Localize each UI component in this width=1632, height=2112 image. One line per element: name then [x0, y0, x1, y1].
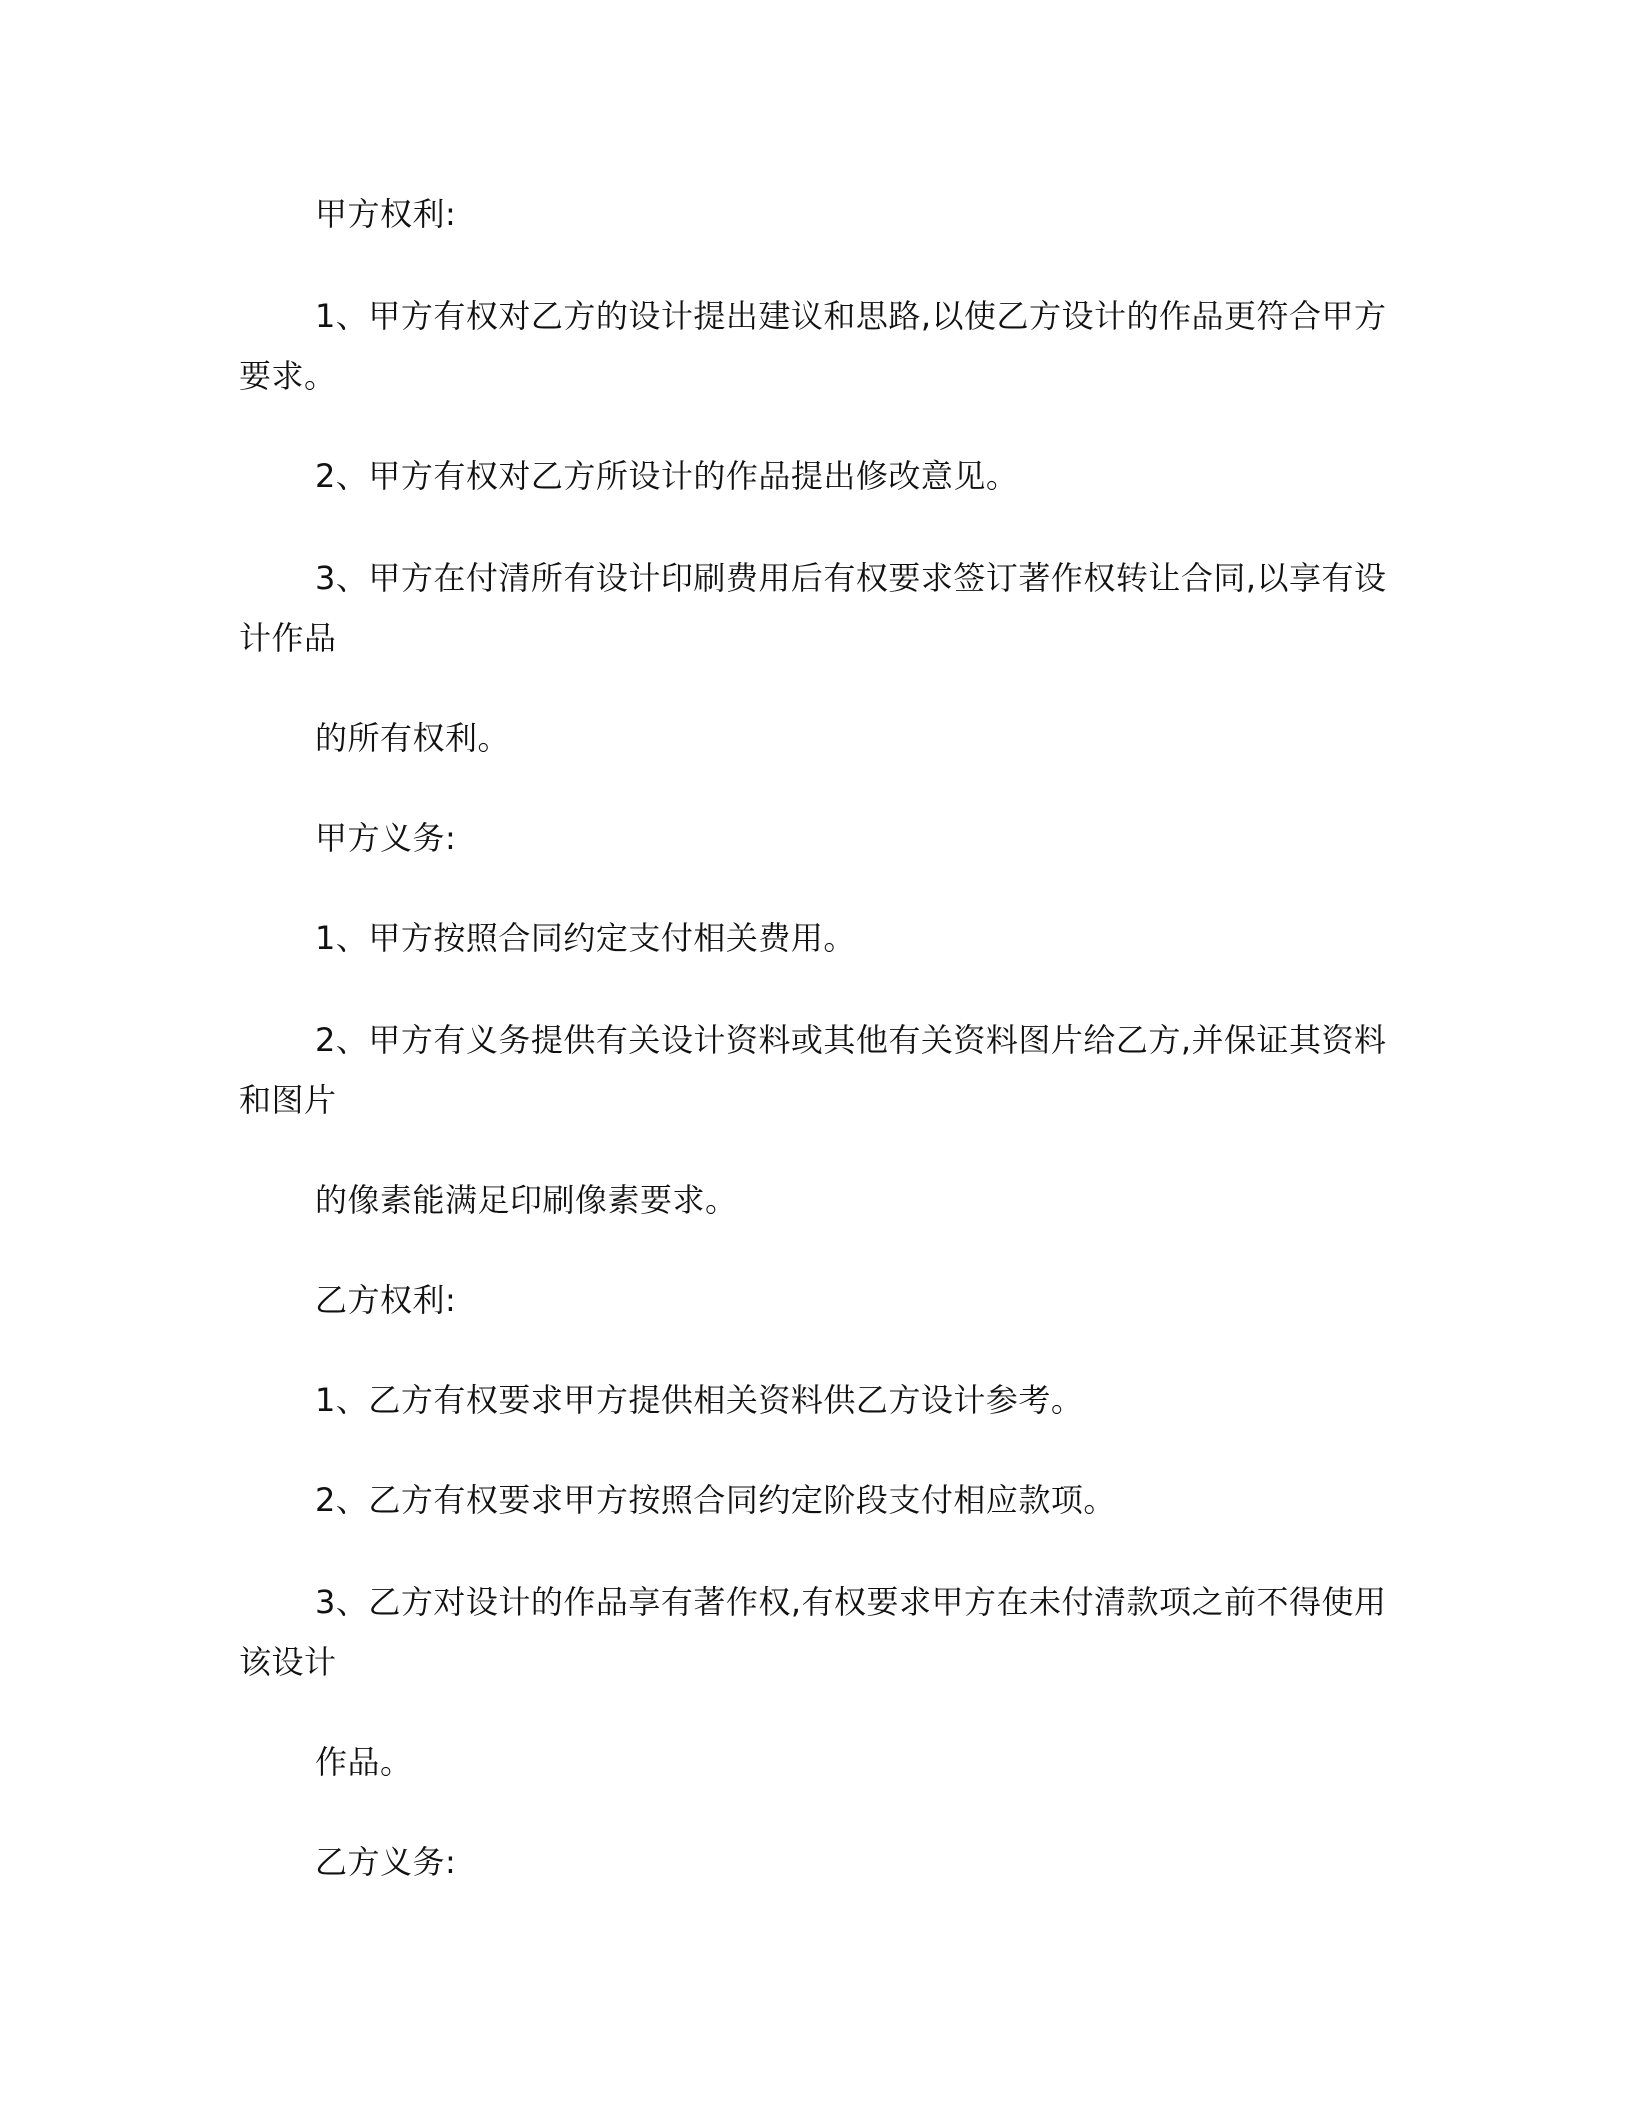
paragraph-a-obligation-1: 1、甲方按照合同约定支付相关费用。 [315, 919, 856, 957]
section-heading-party-b-obligations: 乙方义务: [315, 1843, 457, 1881]
paragraph-b-right-3 [239, 1572, 1387, 1692]
paragraph-line: 该设计 [239, 1643, 337, 1681]
paragraph-a-obligation-2 [239, 1010, 1387, 1130]
section-heading-party-a-obligations: 甲方义务: [315, 819, 457, 857]
paragraph-line: 1、甲方有权对乙方的设计提出建议和思路,以使乙方设计的作品更符合甲方 [315, 297, 1387, 335]
paragraph-a-right-3 [239, 548, 1387, 668]
paragraph-continuation: 作品。 [315, 1743, 413, 1781]
paragraph-b-right-2: 2、乙方有权要求甲方按照合同约定阶段支付相应款项。 [315, 1481, 1116, 1519]
paragraph-line: 和图片 [239, 1081, 337, 1119]
paragraph-a-right-1 [239, 286, 1387, 406]
section-heading-party-b-rights: 乙方权利: [315, 1281, 457, 1319]
paragraph-continuation: 的像素能满足印刷像素要求。 [315, 1181, 738, 1219]
paragraph-b-right-1: 1、乙方有权要求甲方提供相关资料供乙方设计参考。 [315, 1381, 1084, 1419]
paragraph-line: 2、甲方有义务提供有关设计资料或其他有关资料图片给乙方,并保证其资料 [315, 1021, 1387, 1059]
paragraph-line: 计作品 [239, 619, 337, 657]
paragraph-line: 3、甲方在付清所有设计印刷费用后有权要求签订著作权转让合同,以享有设 [315, 559, 1387, 597]
paragraph-line: 3、乙方对设计的作品享有著作权,有权要求甲方在未付清款项之前不得使用 [315, 1583, 1387, 1621]
paragraph-a-right-2: 2、甲方有权对乙方所设计的作品提出修改意见。 [315, 457, 1019, 495]
section-heading-party-a-rights: 甲方权利: [315, 195, 457, 233]
paragraph-continuation: 的所有权利。 [315, 719, 511, 757]
paragraph-line: 要求。 [239, 357, 337, 395]
